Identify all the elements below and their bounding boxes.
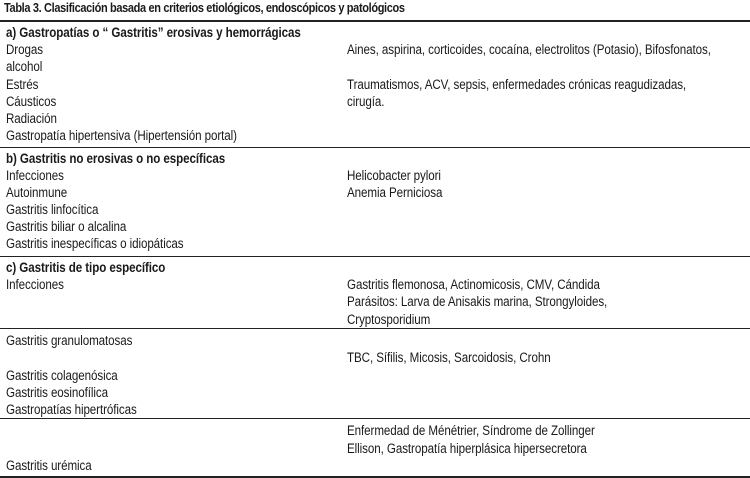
section-b-heading: b) Gastritis no erosivas o no específicas — [6, 151, 226, 166]
section-c-item: Gastritis colagenósica — [6, 368, 118, 383]
section-c-detail: TBC, Sífilis, Micosis, Sarcoidosis, Crohn — [347, 350, 551, 365]
section-c-item: Gastritis urémica — [6, 458, 92, 473]
section-b-detail: Anemia Perniciosa — [347, 185, 443, 200]
section-b-item: Gastritis biliar o alcalina — [6, 219, 127, 234]
section-c-detail: Ellison, Gastropatía hiperplásica hipersecretora — [347, 441, 587, 456]
section-b-item: Gastritis linfocítica — [6, 202, 99, 217]
section-a-item: Drogas — [6, 42, 43, 57]
section-a-item: Estrés — [6, 77, 39, 92]
section-b-item: Infecciones — [6, 168, 64, 183]
section-c-detail: Enfermedad de Ménétrier, Síndrome de Zollinger — [347, 423, 595, 438]
subsection-divider — [0, 328, 750, 329]
section-c-item: Infecciones — [6, 277, 64, 292]
section-a-item: alcohol — [6, 59, 43, 74]
section-b-item: Gastritis inespecíficas o idiopáticas — [6, 236, 184, 251]
section-c-item: Gastropatías hipertróficas — [6, 402, 137, 417]
section-c-item: Gastritis eosinofílica — [6, 385, 109, 400]
section-a-detail: Aines, aspirina, corticoides, cocaína, electrolitos (Potasio), Bifosfonatos, — [347, 42, 711, 57]
table-caption: Tabla 3. Clasificación basada en criterios etiológicos, endoscópicos y patológicos — [4, 1, 405, 15]
section-divider — [0, 256, 750, 257]
subsection-divider — [0, 418, 750, 419]
section-a-detail: Traumatismos, ACV, sepsis, enfermedades crónicas reagudizadas, — [347, 77, 687, 92]
section-divider — [0, 147, 750, 148]
section-a-detail: cirugía. — [347, 94, 385, 109]
section-a-heading: a) Gastropatías o “ Gastritis” erosivas y hemorrágicas — [6, 25, 301, 40]
section-a-item: Cáusticos — [6, 94, 57, 109]
section-c-detail: Gastritis flemonosa, Actinomicosis, CMV, Cándida — [347, 277, 600, 292]
section-b-item: Autoinmune — [6, 185, 68, 200]
section-a-item: Gastropatía hipertensiva (Hipertensión portal) — [6, 128, 237, 143]
section-c-item: Gastritis granulomatosas — [6, 333, 133, 348]
section-c-heading: c) Gastritis de tipo específico — [6, 260, 166, 275]
section-b-detail: Helicobacter pylori — [347, 168, 441, 183]
section-a-item: Radiación — [6, 111, 57, 126]
table-top-rule — [0, 20, 750, 22]
section-c-detail: Cryptosporidium — [347, 312, 431, 327]
section-c-detail: Parásitos: Larva de Anisakis marina, Strongyloides, — [347, 294, 608, 309]
